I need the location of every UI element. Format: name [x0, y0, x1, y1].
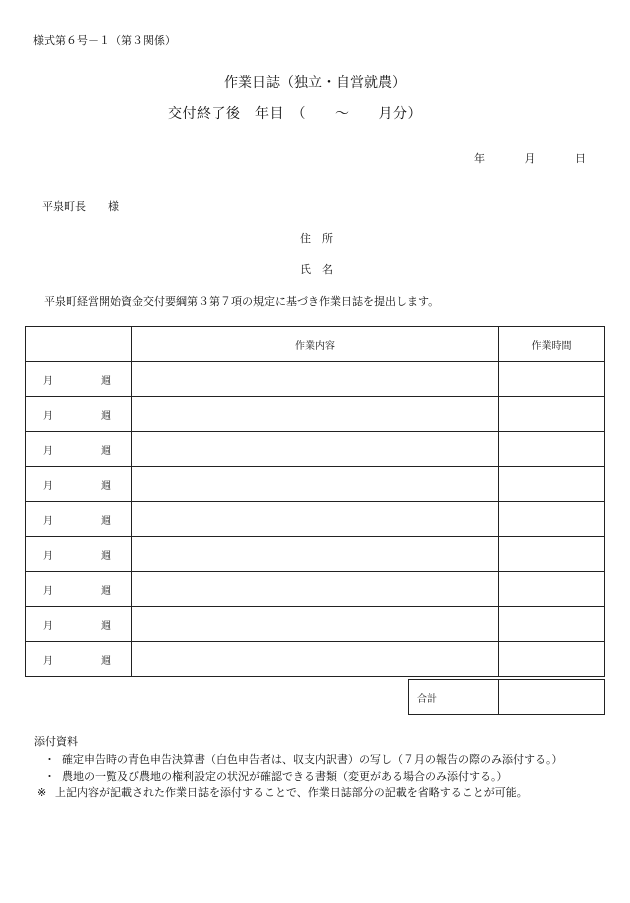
- period-cell: [26, 397, 132, 432]
- table-row: [26, 572, 605, 607]
- recipient: 平泉町長 様: [42, 200, 119, 213]
- attachment-item: [44, 751, 563, 767]
- date-day-label: 日: [575, 152, 586, 165]
- month-label: 月: [43, 445, 53, 457]
- work-content-cell[interactable]: [132, 572, 499, 607]
- header-work-content: 作業内容: [132, 327, 499, 362]
- work-content-cell[interactable]: [132, 537, 499, 572]
- address-label: 住 所: [300, 232, 333, 245]
- month-label: 月: [43, 550, 53, 562]
- work-content-cell[interactable]: [132, 397, 499, 432]
- table-row: [26, 362, 605, 397]
- month-label: 月: [43, 410, 53, 422]
- month-label: 月: [43, 515, 53, 527]
- month-label: 月: [43, 585, 53, 597]
- total-hours-cell[interactable]: [499, 680, 605, 715]
- week-label: 週: [101, 480, 111, 492]
- table-row: [26, 432, 605, 467]
- work-hours-cell[interactable]: [499, 362, 605, 397]
- bullet-mark: ・: [44, 770, 55, 783]
- form-number: 様式第６号－１（第３関係）: [33, 34, 176, 47]
- month-label: 月: [43, 375, 53, 387]
- week-label: 週: [101, 655, 111, 667]
- month-label: 月: [43, 655, 53, 667]
- attachment-text: 農地の一覧及び農地の権利設定の状況が確認できる書類（変更がある場合のみ添付する。）: [62, 770, 508, 783]
- period-cell: [26, 432, 132, 467]
- name-label: 氏 名: [300, 263, 333, 276]
- attachment-note: [37, 784, 528, 800]
- month-label: 月: [43, 620, 53, 632]
- header-period: [26, 327, 132, 362]
- work-content-cell[interactable]: [132, 467, 499, 502]
- week-label: 週: [101, 515, 111, 527]
- table-row: [26, 642, 605, 677]
- period-cell: [26, 362, 132, 397]
- table-row: [26, 397, 605, 432]
- note-mark: ※: [37, 786, 47, 799]
- work-content-cell[interactable]: [132, 642, 499, 677]
- submission-statement: 平泉町経営開始資金交付要綱第３第７項の規定に基づき作業日誌を提出します。: [44, 295, 440, 308]
- table-header-row: [26, 327, 605, 362]
- table-row: [26, 467, 605, 502]
- period-cell: [26, 572, 132, 607]
- work-hours-cell[interactable]: [499, 607, 605, 642]
- document-title: 作業日誌（独立・自営就農）: [224, 75, 406, 91]
- header-work-hours: 作業時間: [499, 327, 605, 362]
- table-row: [26, 502, 605, 537]
- work-hours-cell[interactable]: [499, 537, 605, 572]
- table-row: [26, 537, 605, 572]
- attachment-text: 確定申告時の青色申告決算書（白色申告者は、収支内訳書）の写し（７月の報告の際のみ添付する。）: [62, 753, 563, 766]
- attachment-text: 上記内容が記載された作業日誌を添付することで、作業日誌部分の記載を省略することが可能。: [55, 786, 528, 799]
- week-label: 週: [101, 585, 111, 597]
- week-label: 週: [101, 445, 111, 457]
- work-content-cell[interactable]: [132, 607, 499, 642]
- work-content-cell[interactable]: [132, 362, 499, 397]
- date-year-label: 年: [474, 152, 485, 165]
- period-cell: [26, 502, 132, 537]
- week-label: 週: [101, 410, 111, 422]
- bullet-mark: ・: [44, 753, 55, 766]
- date-line: [474, 150, 586, 166]
- work-hours-cell[interactable]: [499, 642, 605, 677]
- document-subtitle: 交付終了後 年目 （ ～ 月分）: [168, 106, 422, 122]
- week-label: 週: [101, 550, 111, 562]
- date-month-label: 月: [524, 152, 536, 165]
- total-label: 合計: [409, 680, 499, 715]
- total-table: [25, 679, 605, 715]
- work-content-cell[interactable]: [132, 502, 499, 537]
- week-label: 週: [101, 620, 111, 632]
- work-content-cell[interactable]: [132, 432, 499, 467]
- month-label: 月: [43, 480, 53, 492]
- table-row: [26, 607, 605, 642]
- period-cell: [26, 607, 132, 642]
- attachment-item: [44, 768, 508, 784]
- work-hours-cell[interactable]: [499, 432, 605, 467]
- attachments-heading: 添付資料: [34, 735, 78, 748]
- period-cell: [26, 537, 132, 572]
- week-label: 週: [101, 375, 111, 387]
- work-hours-cell[interactable]: [499, 572, 605, 607]
- period-cell: [26, 642, 132, 677]
- total-row: [25, 680, 605, 715]
- work-hours-cell[interactable]: [499, 467, 605, 502]
- work-hours-cell[interactable]: [499, 397, 605, 432]
- period-cell: [26, 467, 132, 502]
- work-log-table: [25, 326, 605, 677]
- work-hours-cell[interactable]: [499, 502, 605, 537]
